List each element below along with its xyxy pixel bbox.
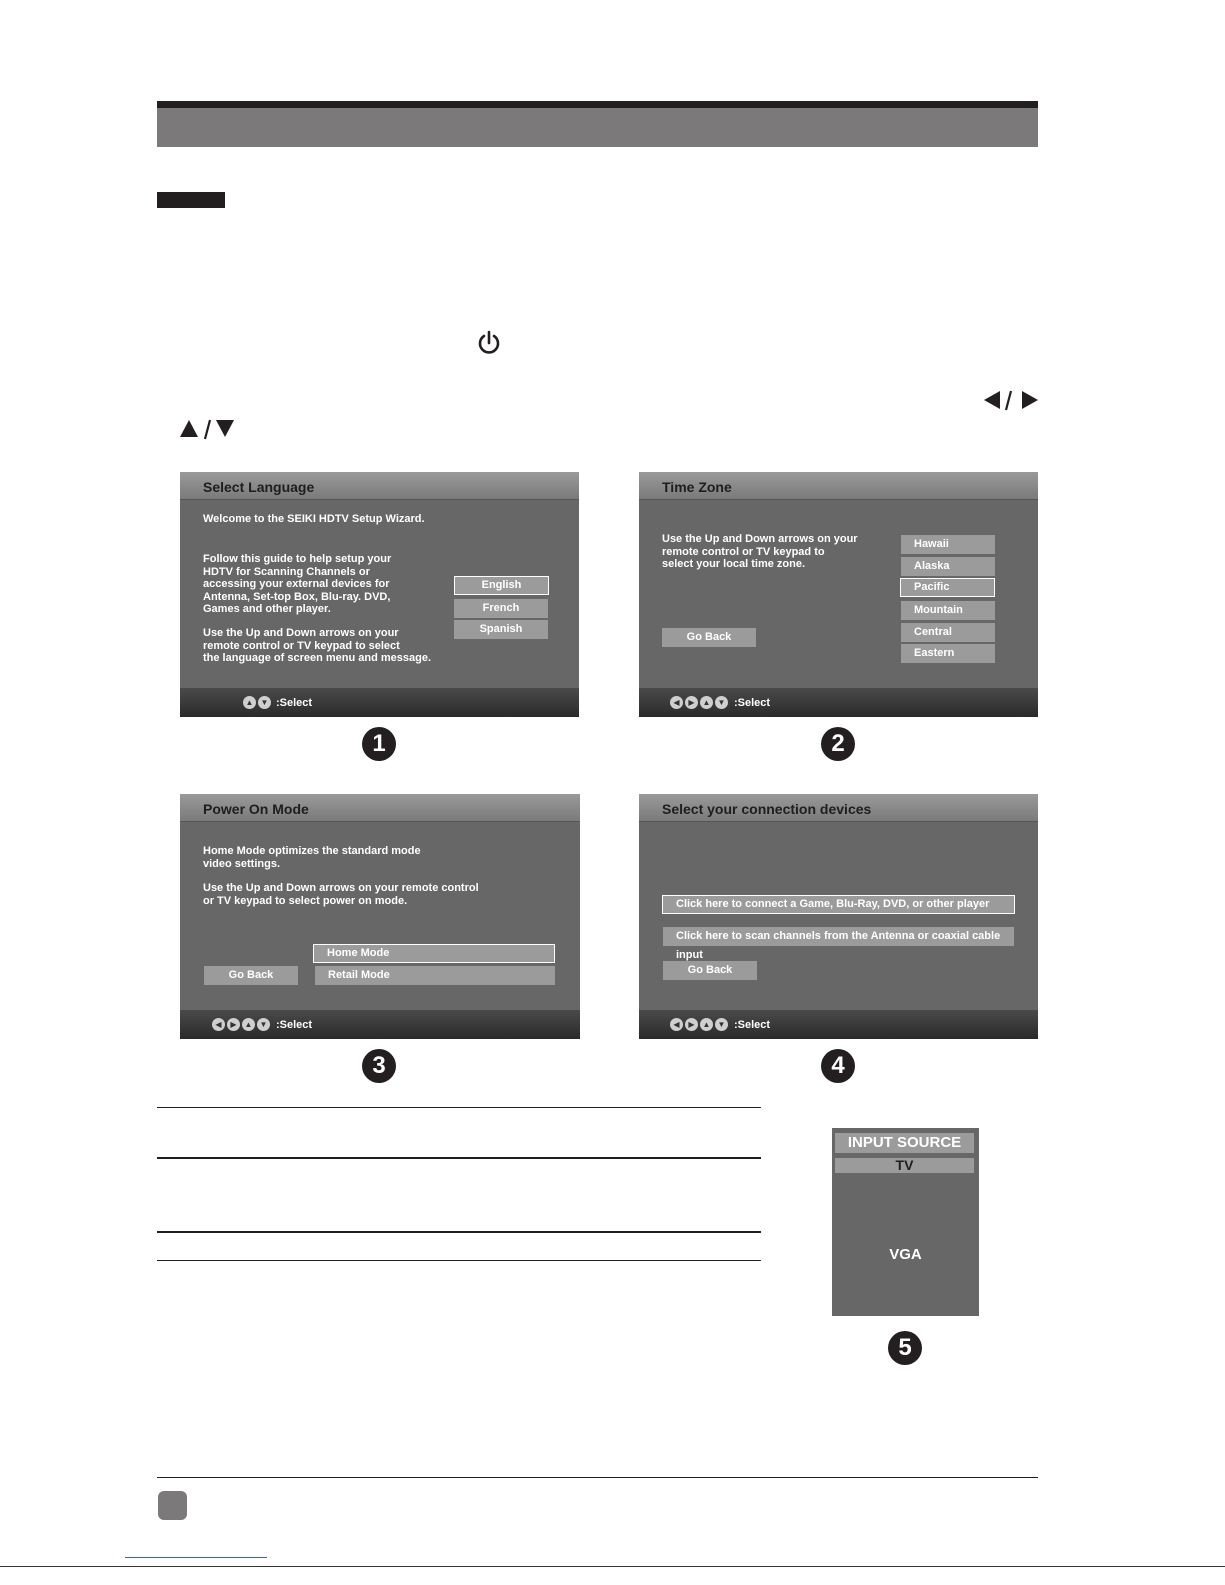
step-number-1: 1 [362, 727, 396, 761]
screen-title: Power On Mode [203, 801, 309, 817]
down-arrow-icon: ▼ [715, 696, 728, 709]
welcome-text: Welcome to the SEIKI HDTV Setup Wizard. [203, 513, 425, 525]
step-number-3: 3 [362, 1049, 396, 1083]
scan-channels-button[interactable]: Click here to scan channels from the Antenna or coaxial cable input [663, 927, 1014, 946]
down-arrow-icon: ▼ [258, 696, 271, 709]
footer-select-label: :Select [734, 1019, 771, 1031]
screen-connection-devices [639, 794, 1038, 1039]
footer-select-label: :Select [276, 697, 313, 709]
option-hawaii[interactable]: Hawaii [901, 535, 995, 554]
left-right-arrows-icon [983, 388, 1039, 412]
screen-footer [639, 1010, 1038, 1039]
footer-select-label: :Select [276, 1019, 313, 1031]
step-number-5: 5 [888, 1331, 922, 1365]
left-arrow-icon: ◀ [670, 696, 683, 709]
right-arrow-icon: ▶ [227, 1018, 240, 1031]
option-eastern[interactable]: Eastern [901, 644, 995, 663]
option-central[interactable]: Central [901, 623, 995, 642]
down-arrow-icon: ▼ [715, 1018, 728, 1031]
link-underline[interactable] [125, 1557, 267, 1558]
option-mountain[interactable]: Mountain [901, 601, 995, 620]
screen-footer [180, 1010, 580, 1039]
up-arrow-icon: ▲ [700, 1018, 713, 1031]
screen-footer [180, 688, 579, 717]
instructions-text: Use the Up and Down arrows on your remote control or TV keypad to select the language of screen menu and message. [203, 627, 432, 664]
section-tag [157, 192, 225, 208]
option-alaska[interactable]: Alaska [901, 557, 995, 576]
connect-player-button[interactable]: Click here to connect a Game, Blu-Ray, DVD, or other player [662, 895, 1015, 914]
option-retail-mode[interactable]: Retail Mode [315, 966, 555, 985]
left-arrow-icon: ◀ [670, 1018, 683, 1031]
right-arrow-icon: ▶ [685, 696, 698, 709]
down-arrow-icon: ▼ [257, 1018, 270, 1031]
table-rule [157, 1260, 761, 1261]
table-rule [157, 1157, 761, 1159]
step-number-2: 2 [821, 727, 855, 761]
option-english[interactable]: English [454, 576, 549, 595]
go-back-button[interactable]: Go Back [204, 966, 298, 985]
up-down-arrows-icon [179, 417, 237, 441]
instructions-text: Use the Up and Down arrows on your remote control or TV keypad to select your local time zone. [662, 533, 858, 570]
input-option-tv[interactable]: TV [835, 1158, 974, 1173]
right-arrow-icon: ▶ [685, 1018, 698, 1031]
option-french[interactable]: French [454, 599, 548, 618]
guide-text: Follow this guide to help setup your HDTV for Scanning Channels or accessing your external devices for Antenna, Set-top Box, Blu-ray. DVD, Games and other player. [203, 553, 392, 615]
footer-rule [157, 1477, 1038, 1478]
left-arrow-icon: ◀ [212, 1018, 225, 1031]
up-arrow-icon: ▲ [243, 696, 256, 709]
go-back-button[interactable]: Go Back [663, 961, 757, 980]
page-bottom-rule [0, 1566, 1225, 1567]
input-source-title: INPUT SOURCE [835, 1133, 974, 1153]
screen-power-on-mode [180, 794, 580, 1039]
section-header-bar [157, 108, 1038, 147]
power-icon [476, 330, 502, 356]
description-text: Home Mode optimizes the standard mode video settings. [203, 845, 421, 870]
table-rule [157, 1231, 761, 1233]
screen-footer [639, 688, 1038, 717]
screen-title: Select your connection devices [662, 801, 872, 817]
instructions-text: Use the Up and Down arrows on your remote control or TV keypad to select power on mode. [203, 882, 479, 907]
option-pacific[interactable]: Pacific [900, 578, 995, 597]
up-arrow-icon: ▲ [700, 696, 713, 709]
option-spanish[interactable]: Spanish [454, 620, 548, 639]
screen-title: Select Language [203, 479, 315, 495]
step-number-4: 4 [821, 1049, 855, 1083]
screen-header [180, 472, 579, 500]
header-rule [157, 101, 1038, 108]
screen-title: Time Zone [662, 479, 732, 495]
input-source-menu [832, 1128, 979, 1316]
footer-select-label: :Select [734, 697, 771, 709]
screen-time-zone [639, 472, 1038, 717]
option-home-mode[interactable]: Home Mode [313, 944, 555, 963]
page-number-badge [158, 1491, 187, 1520]
input-option-vga[interactable]: VGA [889, 1246, 922, 1263]
up-arrow-icon: ▲ [242, 1018, 255, 1031]
screen-header [639, 472, 1038, 500]
screen-select-language [180, 472, 579, 717]
go-back-button[interactable]: Go Back [662, 628, 756, 647]
screen-header [180, 794, 580, 822]
table-rule [157, 1107, 761, 1108]
screen-header [639, 794, 1038, 822]
